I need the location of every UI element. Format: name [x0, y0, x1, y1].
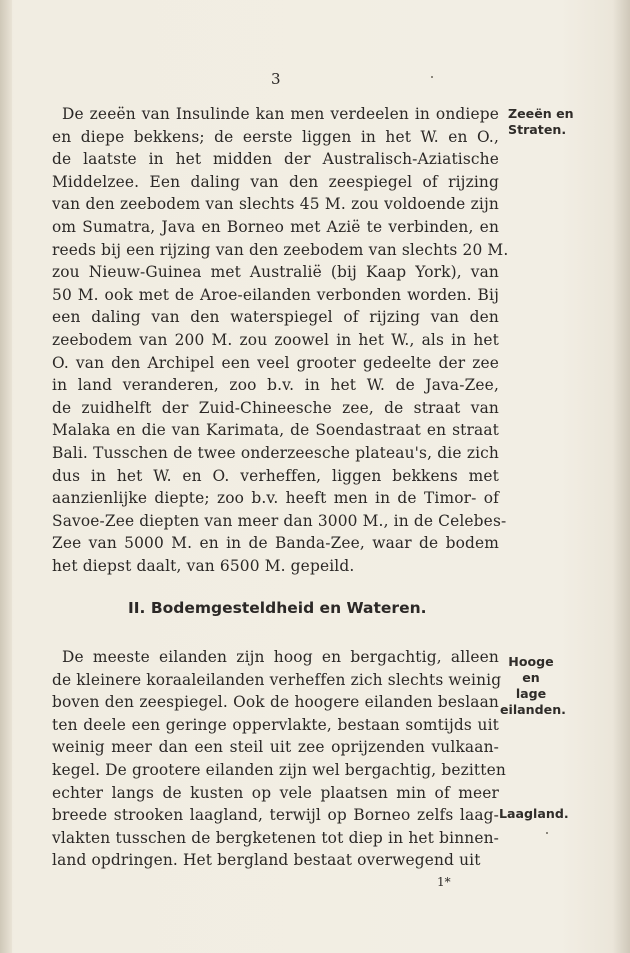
text-line: zou Nieuw-Guinea met Australië (bij Kaap York), van: [52, 263, 499, 282]
margin-note-high-low-islands: [500, 654, 566, 718]
text-line: aanzienlijke diepte; zoo b.v. heeft men in de Timor- of: [52, 489, 499, 508]
text-line: om Sumatra, Java en Borneo met Azië te verbinden, en: [52, 217, 499, 236]
margin-note-line: Laagland.: [499, 806, 569, 821]
text-line: weinig meer dan een steil uit zee oprijzenden vulkaan-: [52, 738, 499, 757]
text-line: de laatste in het midden der Australisch-Aziatische: [52, 150, 499, 169]
text-line: O. van den Archipel een veel grooter gedeelte der zee: [52, 353, 499, 372]
paragraph-seas: [52, 103, 509, 577]
text-line: Bali. Tusschen de twee onderzeesche plateau's, die zich: [52, 443, 499, 462]
text-line: reeds bij een rijzing van den zeebodem van slechts 20 M.: [52, 240, 509, 259]
text-line: de kleinere koraaleilanden verheffen zich slechts weinig: [52, 670, 502, 689]
page-number: 3: [271, 70, 281, 88]
text-line: De meeste eilanden zijn hoog en bergachtig, alleen: [62, 648, 499, 666]
text-line: Malaka en die van Karimata, de Soendastraat en straat: [52, 421, 499, 440]
margin-note-line: eilanden.: [500, 702, 566, 717]
margin-note-line: Zeeën en: [508, 106, 574, 121]
text-line: echter langs de kusten op vele plaatsen min of meer: [52, 783, 499, 802]
text-line: zeebodem van 200 M. zou zoowel in het W., als in het: [52, 330, 499, 349]
text-line: het diepst daalt, van 6500 M. gepeild.: [52, 556, 355, 575]
text-line: kegel. De grootere eilanden zijn wel bergachtig, bezitten: [52, 760, 506, 779]
text-line: De zeeën van Insulinde kan men verdeelen in ondiepe: [62, 105, 499, 123]
text-line: ten deele een geringe oppervlakte, bestaan somtijds uit: [52, 715, 499, 734]
text-line: dus in het W. en O. verheffen, liggen bekkens met: [52, 466, 499, 485]
margin-note-line: Hooge en: [508, 654, 554, 685]
section-heading: II. Bodemgesteldheid en Wateren.: [128, 599, 427, 617]
text-line: 50 M. ook met de Aroe-eilanden verbonden worden. Bij: [52, 285, 499, 304]
signature-mark: 1*: [437, 875, 451, 889]
paragraph-terrain: [52, 646, 506, 872]
text-line: en diepe bekkens; de eerste liggen in het W. en O.,: [52, 127, 499, 146]
text-line: in land veranderen, zoo b.v. in het W. de Java-Zee,: [52, 376, 499, 395]
margin-note-line: Straten.: [508, 122, 567, 137]
text-line: Savoe-Zee diepten van meer dan 3000 M., in de Celebes-: [52, 511, 507, 530]
text-line: land opdringen. Het bergland bestaat overwegend uit: [52, 851, 481, 870]
text-line: breede strooken laagland, terwijl op Borneo zelfs laag-: [52, 806, 499, 825]
text-line: vlakten tusschen de bergketenen tot diep in het binnen-: [52, 828, 499, 847]
text-line: boven den zeespiegel. Ook de hoogere eilanden beslaan: [52, 693, 499, 712]
text-line: van den zeebodem van slechts 45 M. zou voldoende zijn: [52, 195, 499, 214]
margin-note-line: lage: [515, 686, 547, 701]
margin-note-seas-straits: [508, 106, 574, 138]
book-spine-shadow: [0, 0, 12, 953]
page-edge-shadow: [614, 0, 630, 953]
paper-speck: [546, 832, 548, 834]
text-line: Zee van 5000 M. en in de Banda-Zee, waar de bodem: [52, 534, 499, 553]
text-line: de zuidhelft der Zuid-Chineesche zee, de straat van: [52, 398, 499, 417]
text-line: Middelzee. Een daling van den zeespiegel of rijzing: [52, 172, 499, 191]
text-line: een daling van den waterspiegel of rijzing van den: [52, 308, 499, 327]
paper-speck: [431, 76, 433, 78]
margin-note-lowland: [499, 806, 569, 822]
